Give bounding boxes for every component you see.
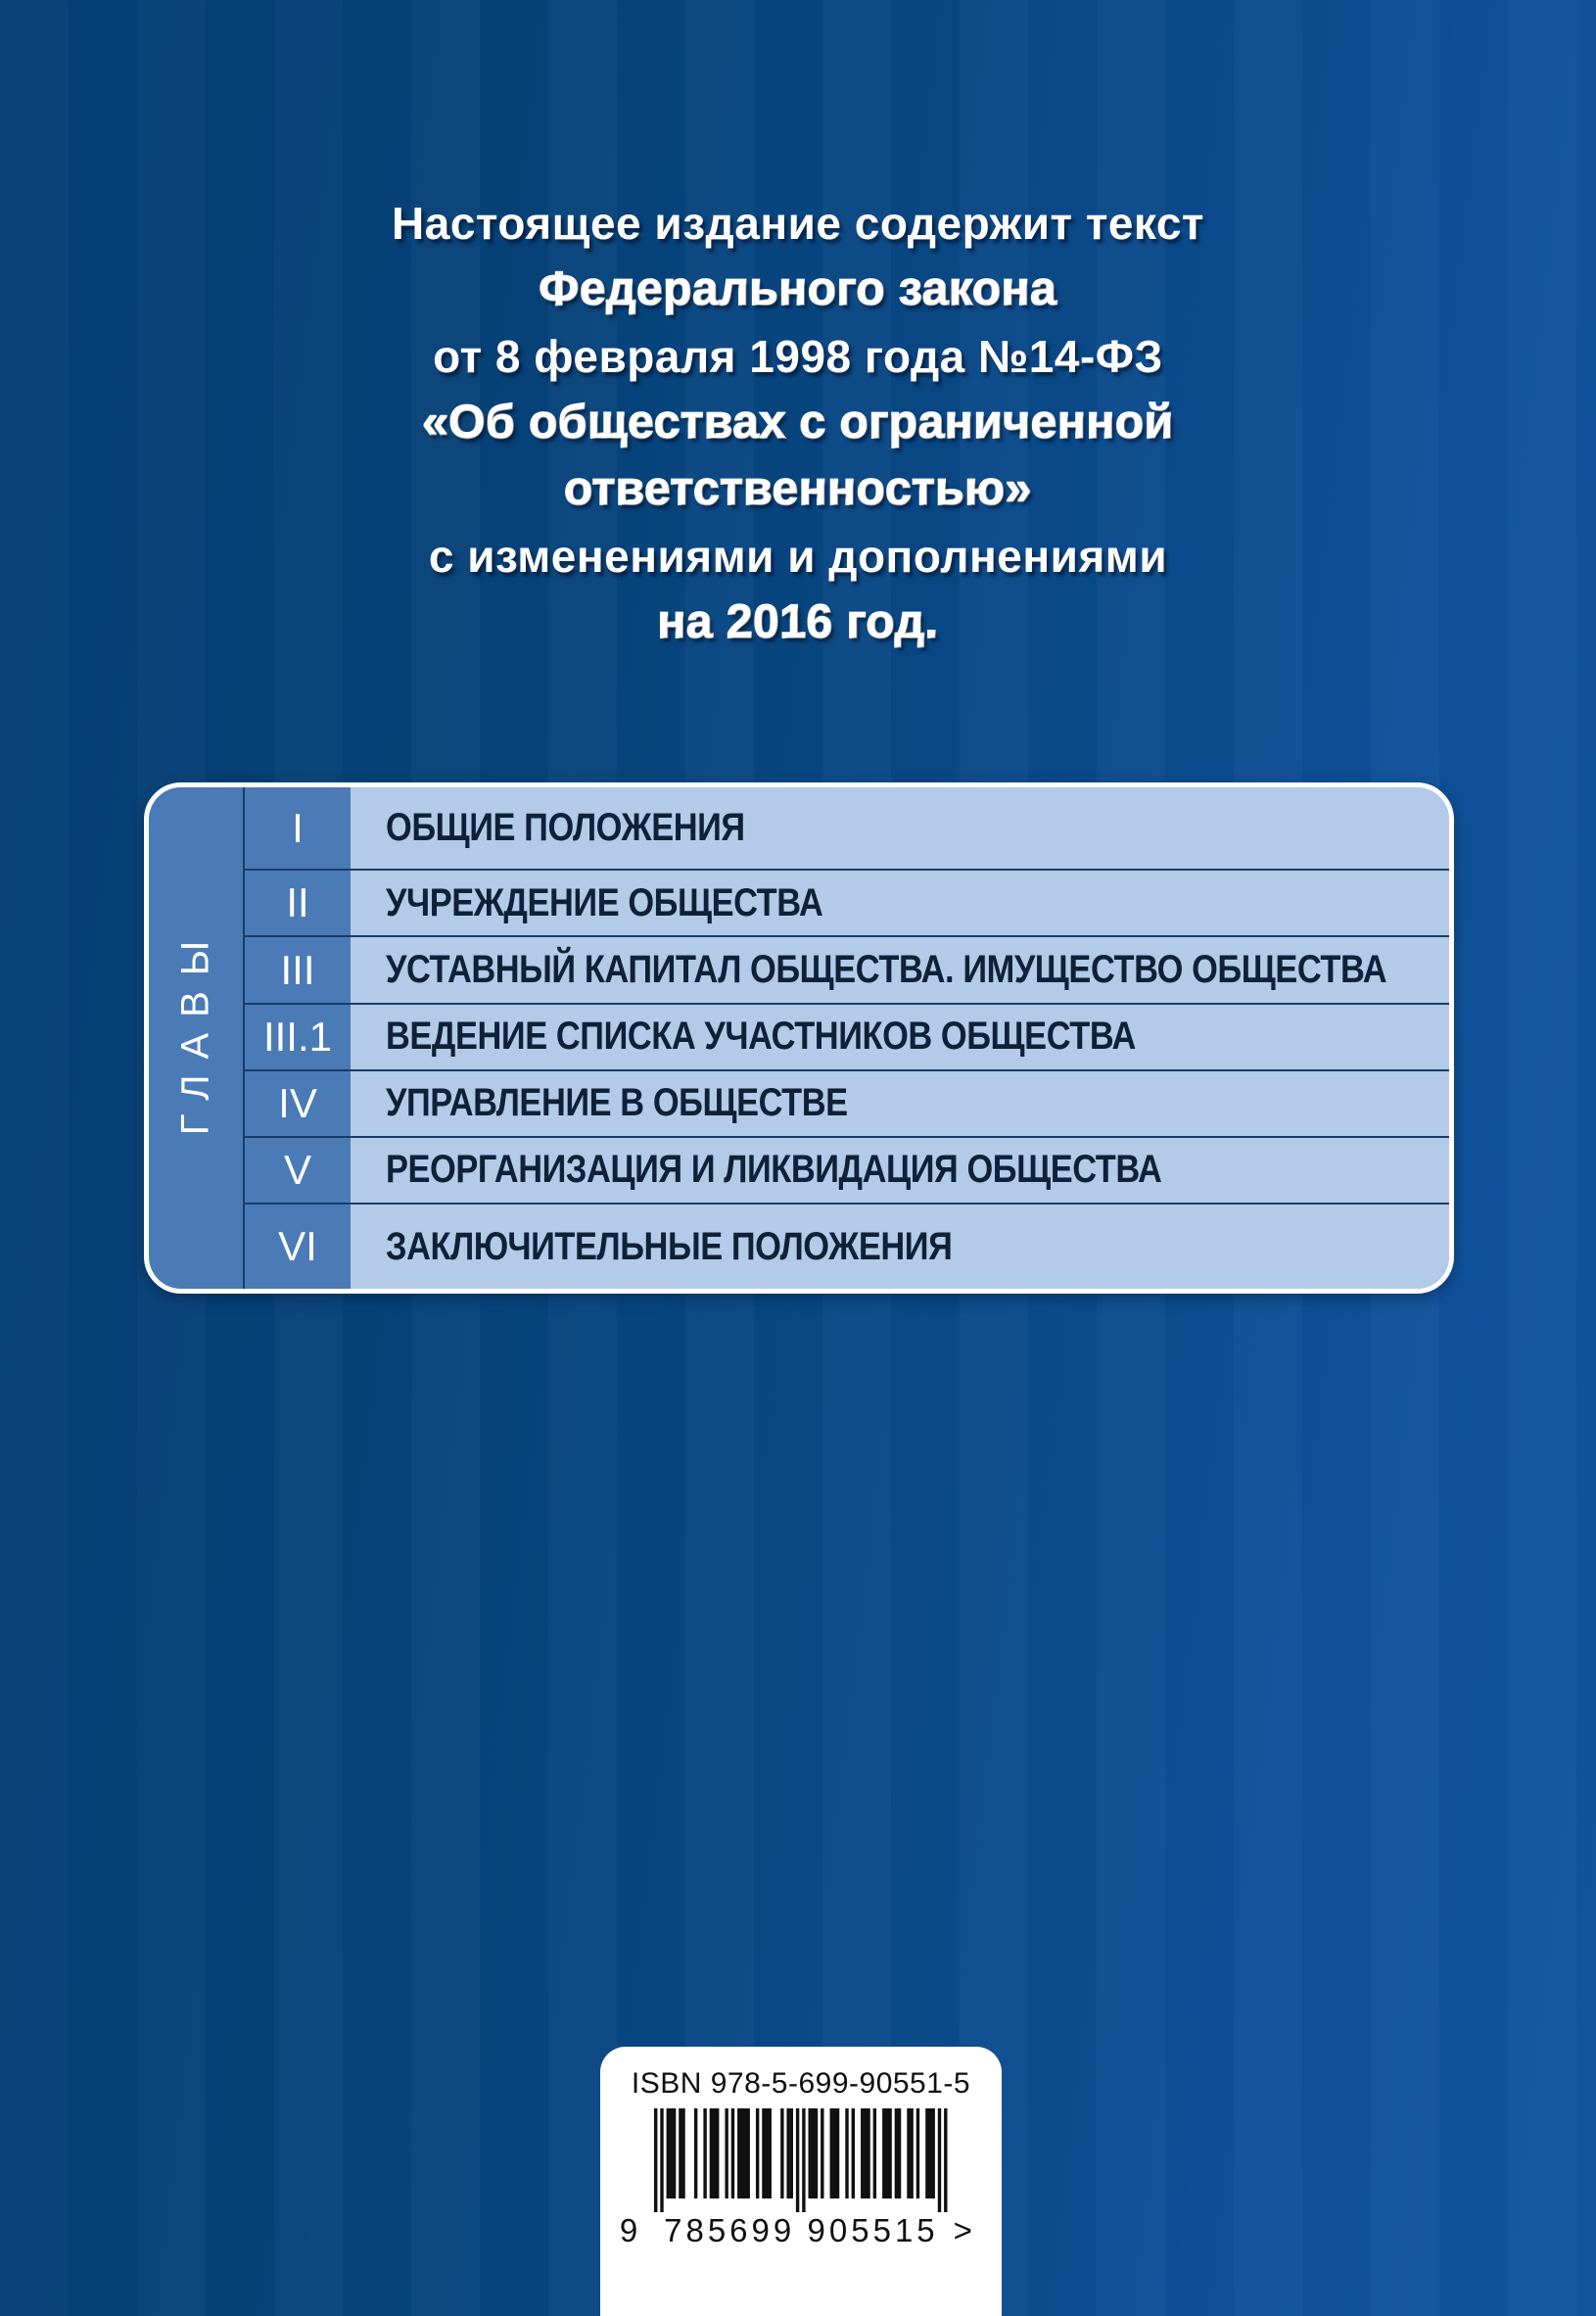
- cover-title-line: «Об обществах с ограниченной: [422, 397, 1174, 449]
- chapters-rows: [243, 787, 1454, 1289]
- chapters-side-band: [149, 787, 243, 1289]
- chapter-number: V: [245, 1138, 351, 1203]
- chapter-number: I: [245, 787, 351, 869]
- ean-barcode: [615, 2108, 987, 2253]
- chapter-row: [245, 871, 1454, 937]
- cover-title-line: Федерального закона: [539, 263, 1057, 315]
- chapter-title: ЗАКЛЮЧИТЕЛЬНЫЕ ПОЛОЖЕНИЯ: [351, 1205, 1454, 1289]
- cover-title-line: Настоящее издание содержит текст: [392, 198, 1204, 249]
- cover-title-block: [0, 190, 1596, 656]
- chapter-title: УПРАВЛЕНИЕ В ОБЩЕСТВЕ: [351, 1071, 1454, 1136]
- chapter-title: УЧРЕЖДЕНИЕ ОБЩЕСТВА: [351, 871, 1454, 935]
- chapter-row: [245, 1205, 1454, 1289]
- chapter-title: РЕОРГАНИЗАЦИЯ И ЛИКВИДАЦИЯ ОБЩЕСТВА: [351, 1138, 1454, 1203]
- svg-text:785699: 785699: [664, 2212, 796, 2248]
- chapter-number: III: [245, 937, 351, 1002]
- chapters-table: [144, 782, 1454, 1294]
- chapter-title: ОБЩИЕ ПОЛОЖЕНИЯ: [351, 787, 1454, 869]
- chapter-row: [245, 1138, 1454, 1205]
- chapter-number: III.1: [245, 1005, 351, 1069]
- chapter-row: [245, 787, 1454, 871]
- chapter-number: II: [245, 871, 351, 935]
- cover-title-line: ответственностью»: [564, 463, 1032, 515]
- barcode-panel: [600, 2047, 1002, 2316]
- svg-text:9: 9: [619, 2212, 638, 2248]
- chapter-row: [245, 937, 1454, 1004]
- chapter-title: ВЕДЕНИЕ СПИСКА УЧАСТНИКОВ ОБЩЕСТВА: [351, 1005, 1454, 1069]
- chapter-row: [245, 1005, 1454, 1071]
- chapter-number: VI: [245, 1205, 351, 1289]
- chapter-row: [245, 1071, 1454, 1138]
- svg-text:905515: 905515: [807, 2212, 939, 2248]
- chapter-number: IV: [245, 1071, 351, 1136]
- cover-title-line: с изменениями и дополнениями: [428, 531, 1168, 582]
- isbn-label: ISBN 978-5-699-90551-5: [631, 2067, 971, 2100]
- chapter-title: УСТАВНЫЙ КАПИТАЛ ОБЩЕСТВА. ИМУЩЕСТВО ОБЩЕСТВА: [351, 937, 1454, 1002]
- chapters-side-label: ГЛАВЫ: [173, 924, 217, 1136]
- svg-text:>: >: [953, 2212, 972, 2248]
- cover-title-line: от 8 февраля 1998 года №14-ФЗ: [433, 331, 1163, 382]
- cover-title-line: на 2016 год.: [657, 596, 939, 648]
